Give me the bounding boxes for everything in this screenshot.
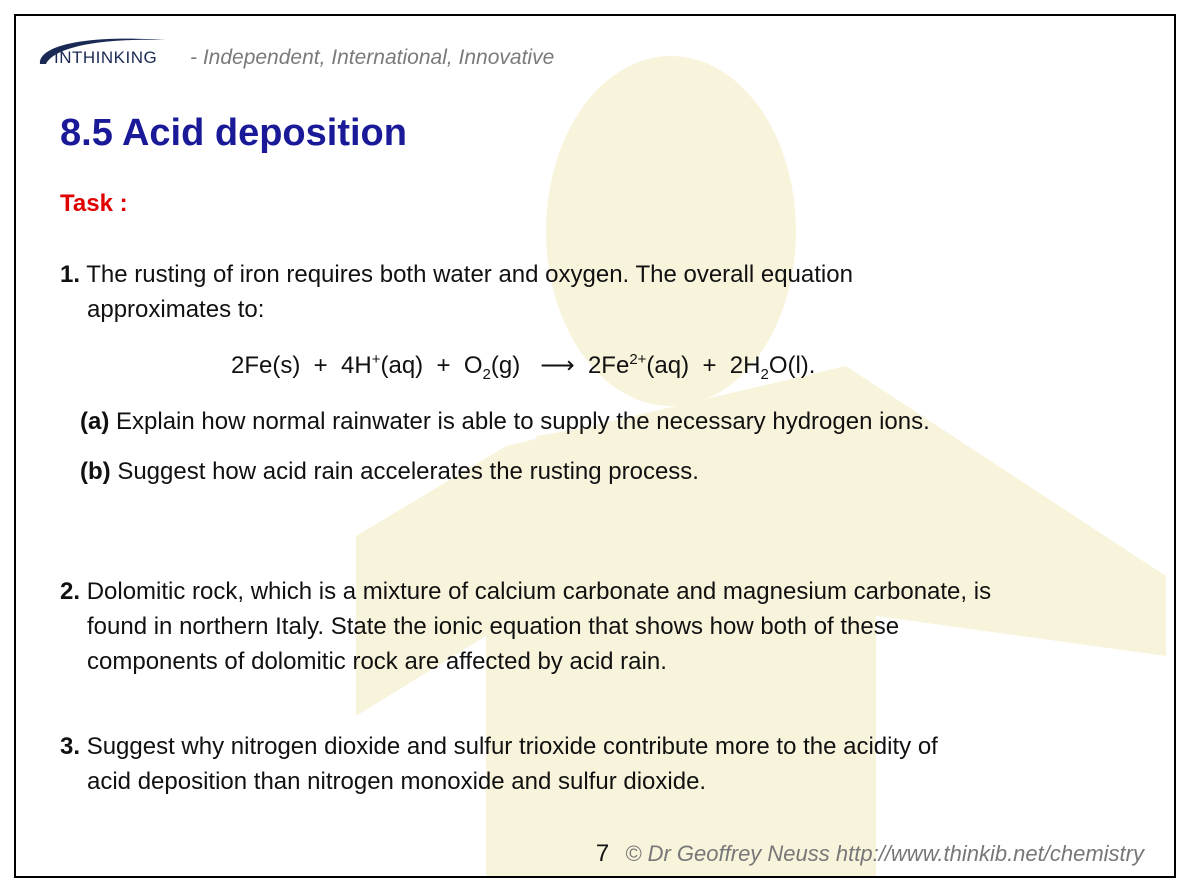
question-2 [60, 574, 1160, 679]
equation-subscript: 2 [482, 365, 491, 383]
copyright-text: © Dr Geoffrey Neuss http://www.thinkib.net/chemistry [625, 841, 1144, 866]
question-1a-label: (a) [80, 408, 110, 435]
page-title: 8.5 Acid deposition [60, 112, 407, 154]
question-1-line-2: approximates to: [87, 296, 265, 323]
question-1 [60, 257, 1140, 327]
tagline: - Independent, International, Innovative [190, 46, 555, 69]
question-1b [80, 458, 699, 486]
question-2-line-2: found in northern Italy. State the ionic equation that shows how both of these [87, 613, 900, 640]
task-label: Task : [60, 190, 128, 217]
question-3 [60, 729, 1160, 799]
equation-superscript: 2+ [629, 351, 647, 368]
equation-part: 2Fe(s) + 4H [231, 352, 372, 379]
question-2-line-1: Dolomitic rock, which is a mixture of calcium carbonate and magnesium carbonate, is [86, 578, 992, 605]
equation-part: (g) ⟶ 2Fe [490, 352, 630, 379]
inthinking-logo [36, 30, 186, 72]
footer [596, 840, 1144, 868]
question-1b-label: (b) [80, 458, 111, 485]
question-1-number: 1. [60, 261, 81, 288]
question-1a-text: Explain how normal rainwater is able to supply the necessary hydrogen ions. [116, 408, 930, 435]
question-1-line-1: The rusting of iron requires both water and oxygen. The overall equation [86, 261, 853, 288]
equation-part: (aq) + 2H [646, 352, 761, 379]
question-1a [80, 408, 930, 436]
slide [14, 14, 1176, 878]
page-number: 7 [595, 840, 610, 867]
equation-part: (aq) + O [380, 352, 483, 379]
equation-part: O(l). [768, 352, 816, 379]
question-2-number: 2. [60, 578, 81, 605]
question-2-line-3: components of dolomitic rock are affected by acid rain. [87, 648, 667, 675]
question-3-number: 3. [60, 733, 81, 760]
rusting-equation [231, 351, 815, 383]
question-3-line-2: acid deposition than nitrogen monoxide and sulfur dioxide. [87, 768, 707, 795]
question-1b-text: Suggest how acid rain accelerates the rusting process. [117, 458, 699, 485]
logo-text: INTHINKING [54, 48, 158, 67]
equation-superscript: + [371, 351, 381, 368]
question-3-line-1: Suggest why nitrogen dioxide and sulfur trioxide contribute more to the acidity of [86, 733, 938, 760]
equation-subscript: 2 [760, 365, 769, 383]
header-logo-area [36, 30, 554, 72]
